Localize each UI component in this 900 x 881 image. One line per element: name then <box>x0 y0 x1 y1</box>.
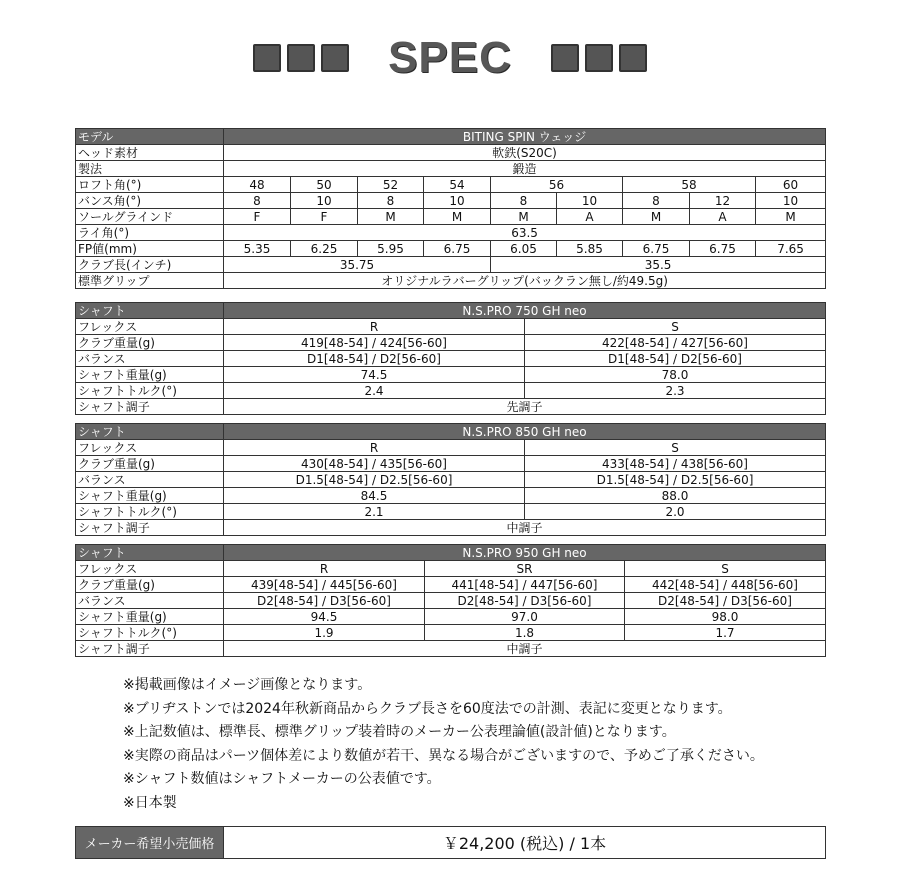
bounce-cell: 8 <box>358 193 424 209</box>
fp-cell: 6.25 <box>291 241 358 257</box>
shaft-weight-cell: 74.5 <box>224 367 525 383</box>
bounce-cell: 10 <box>291 193 358 209</box>
shaft-750-table <box>75 302 826 415</box>
torque-cell: 1.7 <box>625 625 826 641</box>
note-item: ※ブリヂストンでは2024年秋新商品からクラブ長さを60度法での計測、表記に変更となります。 <box>123 700 732 717</box>
flex-cell: R <box>224 319 525 335</box>
shaft-950-table <box>75 544 826 657</box>
decorative-square-icon <box>321 44 349 72</box>
bounce-cell: 8 <box>491 193 557 209</box>
fp-cell: 6.75 <box>690 241 756 257</box>
flex-cell: S <box>625 561 826 577</box>
fp-label: FP値(mm) <box>76 241 224 257</box>
torque-cell: 1.8 <box>425 625 625 641</box>
fp-cell: 6.75 <box>424 241 491 257</box>
torque-label: シャフトトルク(°) <box>76 625 224 641</box>
length-cell: 35.75 <box>224 257 491 273</box>
torque-row <box>76 625 826 641</box>
bounce-cell: 8 <box>224 193 291 209</box>
price-table <box>75 826 826 859</box>
flex-label: フレックス <box>76 319 224 335</box>
shaft-name: N.S.PRO 950 GH neo <box>224 545 826 561</box>
note-item: ※上記数値は、標準長、標準グリップ装着時のメーカー公表理論値(設計値)となります。 <box>123 724 676 741</box>
loft-cell: 58 <box>623 177 756 193</box>
grind-cell: M <box>424 209 491 225</box>
shaft-weight-label: シャフト重量(g) <box>76 609 224 625</box>
flex-row <box>76 561 826 577</box>
balance-label: バランス <box>76 351 224 367</box>
flex-row <box>76 319 826 335</box>
shaft-weight-row <box>76 609 826 625</box>
shaft-header-row <box>76 303 826 319</box>
kick-row <box>76 520 826 536</box>
bounce-cell: 10 <box>756 193 826 209</box>
flex-label: フレックス <box>76 440 224 456</box>
shaft-850-table <box>75 423 826 536</box>
shaft-name: N.S.PRO 750 GH neo <box>224 303 826 319</box>
balance-cell: D2[48-54] / D3[56-60] <box>625 593 826 609</box>
club-weight-cell: 419[48-54] / 424[56-60] <box>224 335 525 351</box>
flex-cell: S <box>525 319 826 335</box>
shaft-weight-cell: 78.0 <box>525 367 826 383</box>
fp-cell: 5.85 <box>557 241 623 257</box>
shaft-header-row <box>76 424 826 440</box>
shaft-weight-row <box>76 488 826 504</box>
price-value: ￥24,200 (税込) / 1本 <box>224 827 826 859</box>
club-weight-row <box>76 577 826 593</box>
shaft-weight-label: シャフト重量(g) <box>76 367 224 383</box>
torque-row <box>76 504 826 520</box>
club-weight-cell: 433[48-54] / 438[56-60] <box>525 456 826 472</box>
club-weight-row <box>76 335 826 351</box>
grip-value: オリジナルラバーグリップ(バックラン無し/約49.5g) <box>224 273 826 289</box>
model-row <box>76 129 826 145</box>
decorative-square-icon <box>551 44 579 72</box>
fp-cell: 7.65 <box>756 241 826 257</box>
loft-row <box>76 177 826 193</box>
grind-cell: F <box>224 209 291 225</box>
fp-row <box>76 241 826 257</box>
grip-label: 標準グリップ <box>76 273 224 289</box>
torque-label: シャフトトルク(°) <box>76 504 224 520</box>
grip-row <box>76 273 826 289</box>
head-material-label: ヘッド素材 <box>76 145 224 161</box>
loft-cell: 56 <box>491 177 623 193</box>
grind-row <box>76 209 826 225</box>
bounce-cell: 10 <box>557 193 623 209</box>
balance-row <box>76 472 826 488</box>
shaft-label: シャフト <box>76 545 224 561</box>
kick-row <box>76 641 826 657</box>
torque-cell: 2.1 <box>224 504 525 520</box>
loft-cell: 48 <box>224 177 291 193</box>
head-material-row <box>76 145 826 161</box>
shaft-name: N.S.PRO 850 GH neo <box>224 424 826 440</box>
page-title-banner <box>0 33 900 82</box>
shaft-weight-cell: 88.0 <box>525 488 826 504</box>
model-name: BITING SPIN ウェッジ <box>224 129 826 145</box>
notes-list <box>123 674 764 816</box>
shaft-header-row <box>76 545 826 561</box>
lie-value: 63.5 <box>224 225 826 241</box>
price-label: メーカー希望小売価格 <box>76 827 224 859</box>
club-weight-label: クラブ重量(g) <box>76 577 224 593</box>
torque-label: シャフトトルク(°) <box>76 383 224 399</box>
flex-cell: SR <box>425 561 625 577</box>
loft-label: ロフト角(°) <box>76 177 224 193</box>
decorative-square-icon <box>619 44 647 72</box>
bounce-label: バンス角(°) <box>76 193 224 209</box>
fp-cell: 6.05 <box>491 241 557 257</box>
grind-cell: A <box>690 209 756 225</box>
decorative-square-icon <box>287 44 315 72</box>
lie-row <box>76 225 826 241</box>
kick-row <box>76 399 826 415</box>
balance-row <box>76 593 826 609</box>
club-weight-cell: 430[48-54] / 435[56-60] <box>224 456 525 472</box>
club-weight-cell: 439[48-54] / 445[56-60] <box>224 577 425 593</box>
torque-cell: 2.4 <box>224 383 525 399</box>
grind-cell: M <box>756 209 826 225</box>
decorative-square-icon <box>585 44 613 72</box>
shaft-weight-label: シャフト重量(g) <box>76 488 224 504</box>
kick-label: シャフト調子 <box>76 399 224 415</box>
club-weight-cell: 422[48-54] / 427[56-60] <box>525 335 826 351</box>
grind-cell: M <box>491 209 557 225</box>
shaft-weight-cell: 84.5 <box>224 488 525 504</box>
kick-label: シャフト調子 <box>76 641 224 657</box>
fp-cell: 5.95 <box>358 241 424 257</box>
balance-cell: D2[48-54] / D3[56-60] <box>425 593 625 609</box>
price-row <box>76 827 826 859</box>
length-cell: 35.5 <box>491 257 826 273</box>
flex-label: フレックス <box>76 561 224 577</box>
torque-cell: 2.3 <box>525 383 826 399</box>
page-title: SPEC <box>388 33 512 82</box>
lie-label: ライ角(°) <box>76 225 224 241</box>
shaft-label: シャフト <box>76 303 224 319</box>
kick-value: 中調子 <box>224 641 826 657</box>
bounce-cell: 10 <box>424 193 491 209</box>
flex-row <box>76 440 826 456</box>
balance-cell: D1.5[48-54] / D2.5[56-60] <box>525 472 826 488</box>
balance-cell: D2[48-54] / D3[56-60] <box>224 593 425 609</box>
shaft-weight-cell: 97.0 <box>425 609 625 625</box>
balance-label: バランス <box>76 472 224 488</box>
torque-row <box>76 383 826 399</box>
method-label: 製法 <box>76 161 224 177</box>
fp-cell: 6.75 <box>623 241 690 257</box>
method-row <box>76 161 826 177</box>
fp-cell: 5.35 <box>224 241 291 257</box>
note-item: ※日本製 <box>123 794 177 811</box>
balance-cell: D1[48-54] / D2[56-60] <box>224 351 525 367</box>
model-label: モデル <box>76 129 224 145</box>
head-material-value: 軟鉄(S20C) <box>224 145 826 161</box>
balance-cell: D1.5[48-54] / D2.5[56-60] <box>224 472 525 488</box>
balance-cell: D1[48-54] / D2[56-60] <box>525 351 826 367</box>
length-label: クラブ長(インチ) <box>76 257 224 273</box>
torque-cell: 1.9 <box>224 625 425 641</box>
bounce-cell: 8 <box>623 193 690 209</box>
club-weight-label: クラブ重量(g) <box>76 335 224 351</box>
flex-cell: R <box>224 561 425 577</box>
loft-cell: 54 <box>424 177 491 193</box>
balance-label: バランス <box>76 593 224 609</box>
head-spec-table <box>75 128 826 289</box>
shaft-weight-cell: 94.5 <box>224 609 425 625</box>
grind-cell: M <box>623 209 690 225</box>
club-weight-cell: 441[48-54] / 447[56-60] <box>425 577 625 593</box>
kick-label: シャフト調子 <box>76 520 224 536</box>
club-weight-label: クラブ重量(g) <box>76 456 224 472</box>
grind-label: ソールグラインド <box>76 209 224 225</box>
note-item: ※シャフト数値はシャフトメーカーの公表値です。 <box>123 771 441 788</box>
bounce-row <box>76 193 826 209</box>
method-value: 鍛造 <box>224 161 826 177</box>
flex-cell: R <box>224 440 525 456</box>
balance-row <box>76 351 826 367</box>
club-weight-cell: 442[48-54] / 448[56-60] <box>625 577 826 593</box>
loft-cell: 52 <box>358 177 424 193</box>
loft-cell: 50 <box>291 177 358 193</box>
bounce-cell: 12 <box>690 193 756 209</box>
kick-value: 中調子 <box>224 520 826 536</box>
shaft-label: シャフト <box>76 424 224 440</box>
grind-cell: A <box>557 209 623 225</box>
grind-cell: F <box>291 209 358 225</box>
torque-cell: 2.0 <box>525 504 826 520</box>
grind-cell: M <box>358 209 424 225</box>
shaft-weight-row <box>76 367 826 383</box>
shaft-weight-cell: 98.0 <box>625 609 826 625</box>
loft-cell: 60 <box>756 177 826 193</box>
length-row <box>76 257 826 273</box>
flex-cell: S <box>525 440 826 456</box>
kick-value: 先調子 <box>224 399 826 415</box>
note-item: ※実際の商品はパーツ個体差により数値が若干、異なる場合がございますので、予めご了承ください。 <box>123 747 764 764</box>
decorative-square-icon <box>253 44 281 72</box>
club-weight-row <box>76 456 826 472</box>
note-item: ※掲載画像はイメージ画像となります。 <box>123 677 372 693</box>
